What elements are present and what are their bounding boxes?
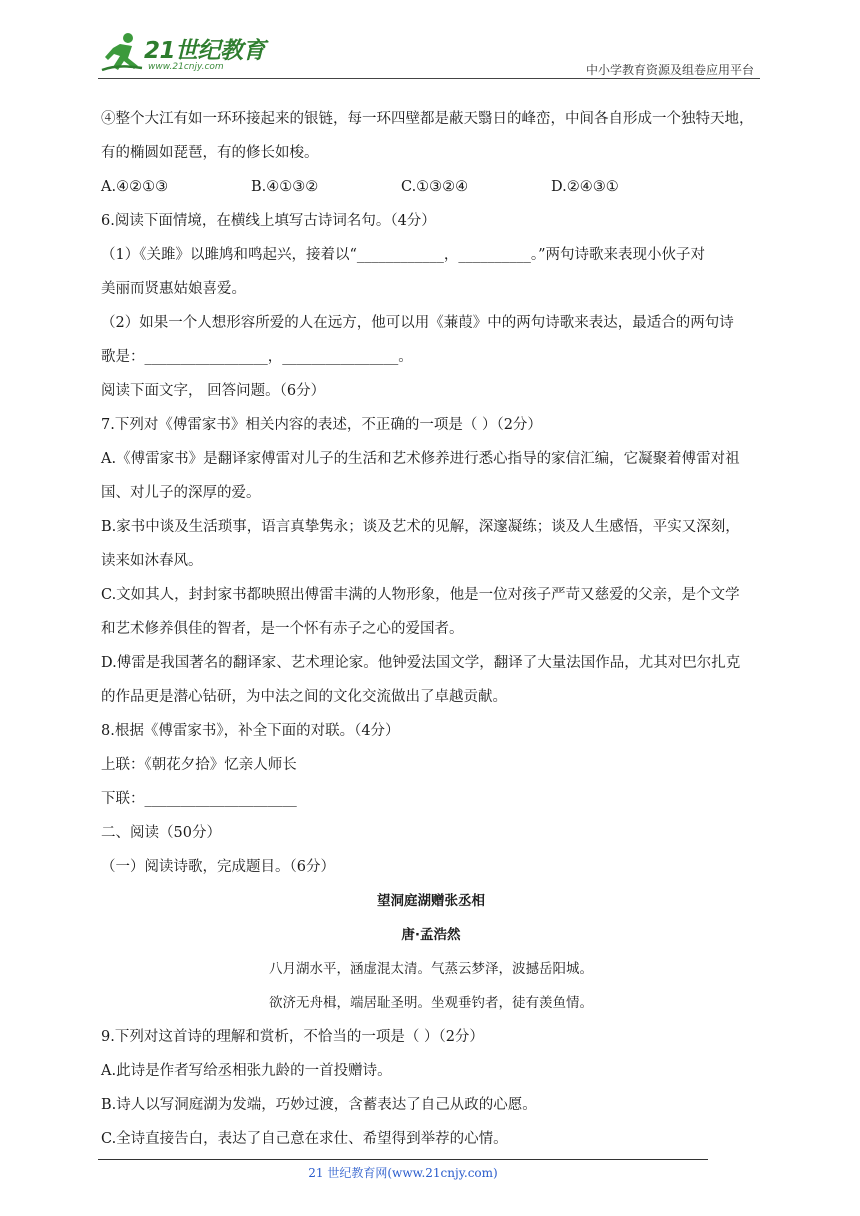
poem-author: 唐·孟浩然: [401, 927, 461, 943]
answer-options: [101, 170, 761, 204]
question-9: 9.下列对这首诗的理解和赏析，不恰当的一项是（ ）（2分）: [101, 1029, 484, 1045]
page-header: [98, 30, 760, 78]
poem-title: 望洞庭湖赠张丞相: [377, 893, 485, 909]
question-6-part-2: （2）如果一个人想形容所爱的人在远方，他可以用《蒹葭》中的两句诗歌来表达，最适合的两句诗: [101, 315, 734, 331]
runner-logo-icon: [98, 30, 146, 76]
question-6-part-2-cont: 歌是：_________________，________________。: [101, 349, 413, 365]
question-6: 6.阅读下面情境，在横线上填写古诗词名句。（4分）: [101, 213, 436, 229]
q9-option-b: B.诗人以写洞庭湖为发端，巧妙过渡，含蓄表达了自己从政的心愿。: [101, 1097, 537, 1113]
logo-text: 21世纪教育: [144, 38, 266, 64]
couplet-lower: 下联：_____________________: [101, 791, 297, 807]
poem-line: 欲济无舟楫，端居耻圣明。坐观垂钓者，徒有羡鱼情。: [269, 995, 593, 1011]
poem-line: 八月湖水平，涵虚混太清。气蒸云梦泽，波撼岳阳城。: [269, 961, 593, 977]
question-8: 8.根据《傅雷家书》，补全下面的对联。（4分）: [101, 723, 400, 739]
reading-instruction: 阅读下面文字， 回答问题。（6分）: [101, 383, 326, 399]
q7-option-a: A.《傅雷家书》是翻译家傅雷对儿子的生活和艺术修养进行悉心指导的家信汇编，它凝聚着傅雷对祖: [101, 451, 740, 467]
q9-option-c: C.全诗直接告白，表达了自己意在求仕、希望得到举荐的心情。: [101, 1131, 508, 1147]
q7-option-d: D.傅雷是我国著名的翻译家、艺术理论家。他钟爱法国文学，翻译了大量法国作品，尤其对巴尔扎克: [101, 655, 741, 671]
q7-option-b: B.家书中谈及生活琐事，语言真挚隽永；谈及艺术的见解，深邃凝练；谈及人生感悟，平实又深刻，: [101, 519, 740, 535]
footer-divider: [98, 1159, 708, 1160]
question-7: 7.下列对《傅雷家书》相关内容的表述，不正确的一项是（ ）（2分）: [101, 417, 542, 433]
option-d: D.②④③①: [551, 179, 619, 195]
q7-option-a-cont: 国、对儿子的深厚的爱。: [101, 485, 261, 501]
q9-option-a: A.此诗是作者写给丞相张九龄的一首投赠诗。: [101, 1063, 392, 1079]
section-2-heading: 二、阅读（50分）: [101, 825, 221, 841]
logo: [98, 30, 268, 76]
q7-option-d-cont: 的作品更是潜心钻研，为中法之间的文化交流做出了卓越贡献。: [101, 689, 507, 705]
subsection-1-heading: （一）阅读诗歌，完成题目。（6分）: [101, 859, 335, 875]
footer-link[interactable]: 21 世纪教育网(www.21cnjy.com): [308, 1166, 498, 1180]
q7-option-b-cont: 读来如沐春风。: [101, 553, 203, 569]
q7-option-c: C.文如其人，封封家书都映照出傅雷丰满的人物形象，他是一位对孩子严苛又慈爱的父亲，是个文学: [101, 587, 740, 603]
platform-name: 中小学教育资源及组卷应用平台: [585, 63, 754, 77]
option-c: C.①③②④: [401, 179, 469, 195]
text-line: ④整个大江有如一环环接起来的银链，每一环四壁都是蔽天翳日的峰峦，中间各自形成一个独特天地，: [101, 111, 754, 127]
logo-url: www.21cnjy.com: [148, 62, 224, 72]
text-line: 有的椭圆如琵琶，有的修长如梭。: [101, 145, 319, 161]
document-body: [101, 102, 761, 1156]
option-a: A.④②①③: [101, 179, 169, 195]
option-b: B.④①③②: [251, 179, 319, 195]
question-6-part-1-cont: 美丽而贤惠姑娘喜爱。: [101, 281, 246, 297]
couplet-upper: 上联：《朝花夕拾》忆亲人师长: [101, 757, 297, 773]
question-6-part-1: （1）《关雎》以雎鸠和鸣起兴，接着以“____________，__________。”两句诗歌来表现小伙子对: [101, 247, 706, 263]
q7-option-c-cont: 和艺术修养俱佳的智者，是一个怀有赤子之心的爱国者。: [101, 621, 464, 637]
header-divider: [98, 78, 760, 79]
